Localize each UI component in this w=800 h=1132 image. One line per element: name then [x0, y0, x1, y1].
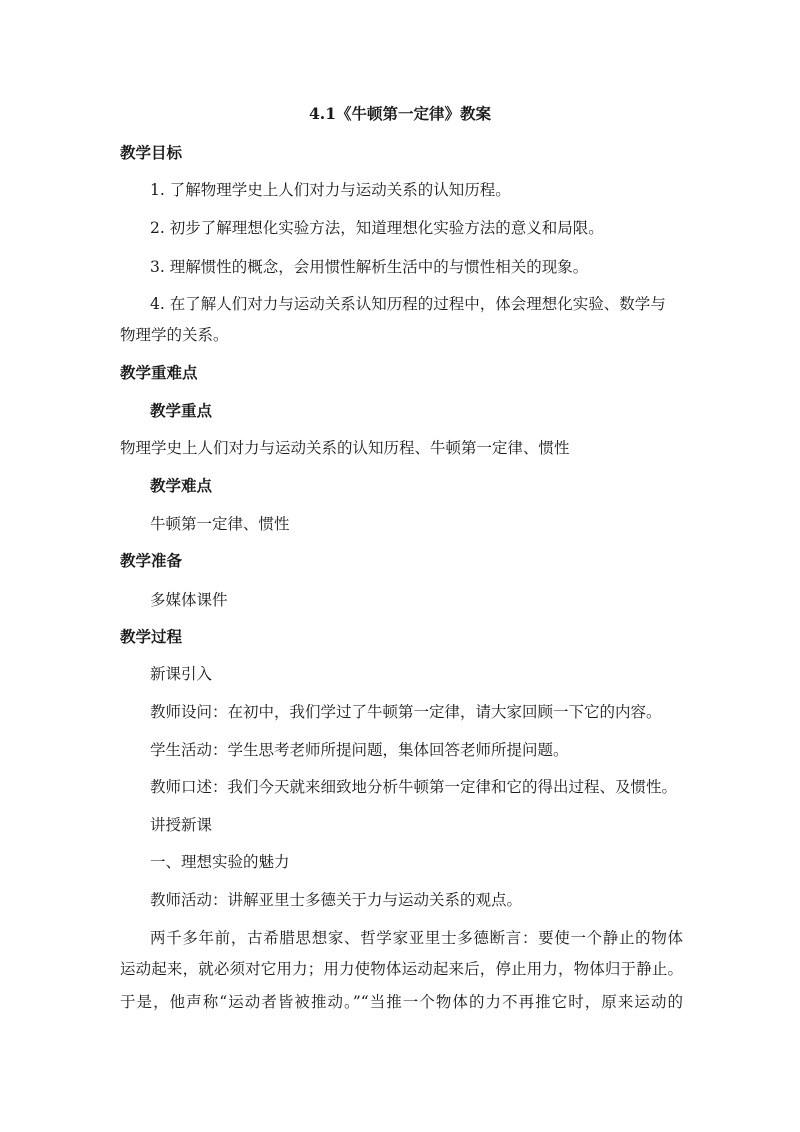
- process-line-teacher-statement: 教师口述：我们今天就来细致地分析牛顿第一定律和它的得出过程、及惯性。: [150, 778, 678, 796]
- key-points-heading: 教学重难点: [120, 363, 198, 382]
- process-line-teacher-question: 教师设问：在初中，我们学过了牛顿第一定律，请大家回顾一下它的内容。: [150, 703, 662, 721]
- preparation-text: 多媒体课件: [150, 591, 228, 609]
- focus-heading: 教学重点: [150, 401, 213, 420]
- process-line-new-lesson: 讲授新课: [150, 816, 213, 834]
- objective-item-4-continued: 物理学的关系。: [120, 326, 229, 344]
- process-line-teacher-activity: 教师活动：讲解亚里士多德关于力与运动关系的观点。: [150, 891, 523, 909]
- preparation-heading: 教学准备: [120, 551, 183, 570]
- difficulty-text: 牛顿第一定律、惯性: [150, 515, 290, 533]
- objective-item-2: 2. 初步了解理想化实验方法，知道理想化实验方法的意义和局限。: [150, 219, 604, 237]
- focus-text: 物理学史上人们对力与运动关系的认知历程、牛顿第一定律、惯性: [120, 439, 570, 457]
- document-title: 4.1《牛顿第一定律》教案: [309, 104, 491, 123]
- process-line-intro: 新课引入: [150, 665, 213, 683]
- objective-item-4: 4. 在了解人们对力与运动关系认知历程的过程中，体会理想化实验、数学与: [150, 295, 666, 313]
- process-line-student-activity: 学生活动：学生思考老师所提问题，集体回答老师所提问题。: [150, 741, 569, 759]
- process-paragraph-line-2: 运动起来，就必须对它用力；用力使物体运动起来后，停止用力，物体归于静止。: [120, 960, 683, 978]
- process-paragraph-line-3: 于是，他声称“运动者皆被推动。”“当推一个物体的力不再推它时，原来运动的: [120, 993, 683, 1011]
- process-line-section-one: 一、理想实验的魅力: [150, 853, 290, 871]
- objective-item-3: 3. 理解惯性的概念，会用惯性解析生活中的与惯性相关的现象。: [150, 258, 589, 276]
- objectives-heading: 教学目标: [120, 143, 183, 162]
- process-heading: 教学过程: [120, 627, 183, 646]
- difficulty-heading: 教学难点: [150, 476, 213, 495]
- process-paragraph-line-1: 两千多年前，古希腊思想家、哲学家亚里士多德断言：要使一个静止的物体: [150, 929, 683, 947]
- objective-item-1: 1. 了解物理学史上人们对力与运动关系的认知历程。: [150, 181, 511, 199]
